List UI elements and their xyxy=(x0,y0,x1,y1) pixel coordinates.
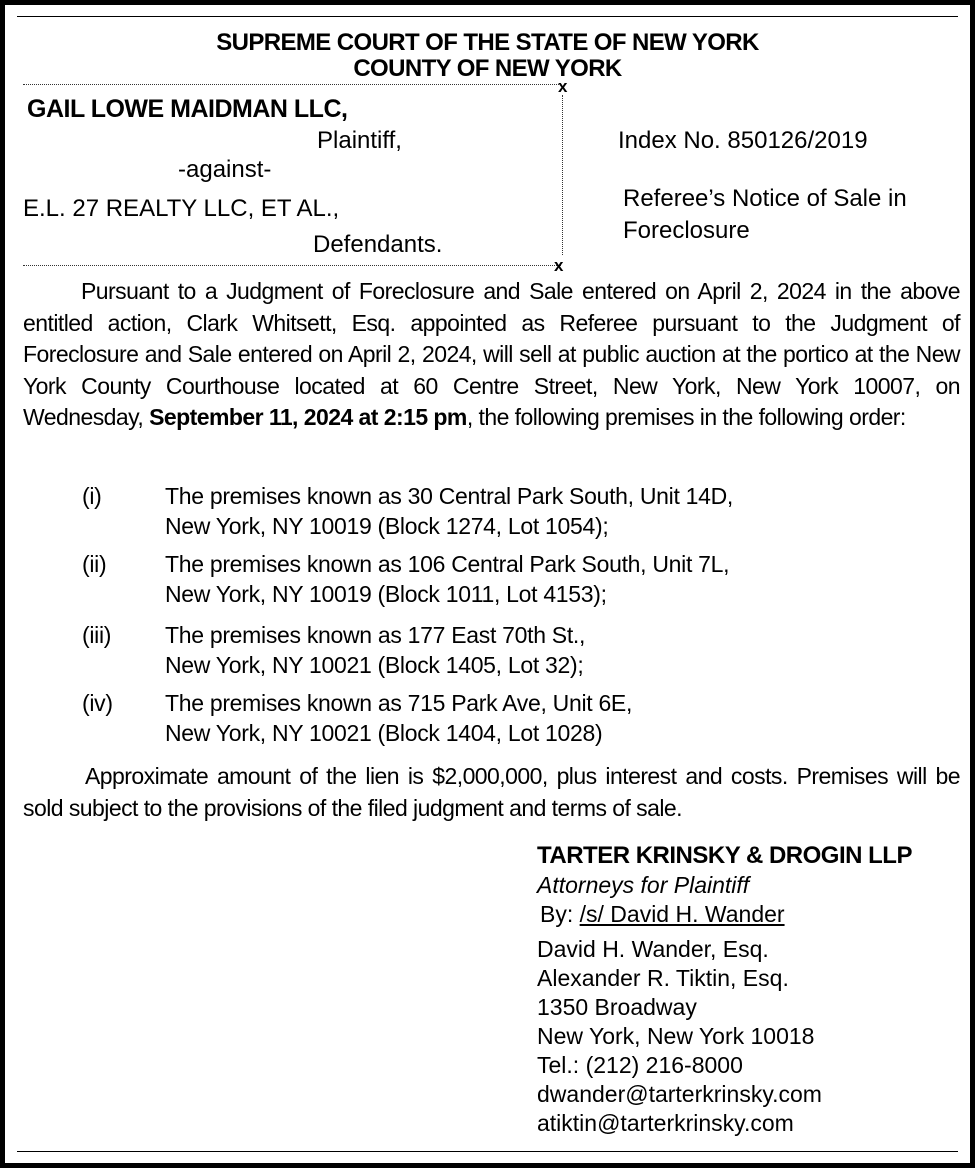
sale-paragraph-text: Pursuant to a Judgment of Foreclosure and Sale entered on April 2, 2024 in the above entitled action, Clark Whitsett, Esq. appointed as Referee pursuant to the Judgment of Foreclosure and Sale entered on April 2, 2024, will sell at public auction at the portico at the New York County Courthouse located at 60 Centre Street, New York, New York 10007, on Wednesday, xyxy=(23,278,960,430)
by-label: By: xyxy=(540,901,574,927)
premises-number: (ii) xyxy=(82,551,107,577)
defendant-role: Defendants. xyxy=(313,231,443,258)
attorney-name: Alexander R. Tiktin, Esq. xyxy=(537,965,789,991)
premises-number: (iii) xyxy=(82,622,112,648)
caption-x-mark-top: x xyxy=(558,77,568,96)
top-rule xyxy=(17,16,958,17)
firm-phone: Tel.: (212) 216-8000 xyxy=(537,1052,743,1078)
premises-address-line1: The premises known as 106 Central Park South, Unit 7L, xyxy=(165,551,730,577)
premises-address-line2: New York, NY 10019 (Block 1274, Lot 1054); xyxy=(165,513,609,539)
against-label: -against- xyxy=(178,156,272,183)
bottom-rule xyxy=(17,1151,958,1152)
caption-vertical-dotted-line xyxy=(562,95,563,255)
firm-city: New York, New York 10018 xyxy=(537,1023,815,1049)
caption-x-mark-bottom: x xyxy=(554,256,564,275)
premises-number: (i) xyxy=(82,483,102,509)
attorney-name: David H. Wander, Esq. xyxy=(537,936,769,962)
defendant-name: E.L. 27 REALTY LLC, ET AL., xyxy=(23,195,340,222)
caption-top-dotted-line xyxy=(23,84,561,85)
firm-street: 1350 Broadway xyxy=(537,994,697,1020)
premises-address-line2: New York, NY 10021 (Block 1404, Lot 1028) xyxy=(165,720,603,746)
premises-address-line2: New York, NY 10021 (Block 1405, Lot 32); xyxy=(165,652,584,678)
signature-line xyxy=(540,900,785,929)
premises-number: (iv) xyxy=(82,690,113,716)
sale-paragraph xyxy=(23,276,960,434)
notice-title-line2: Foreclosure xyxy=(623,217,750,244)
index-number: Index No. 850126/2019 xyxy=(618,127,868,154)
premises-address-line1: The premises known as 177 East 70th St., xyxy=(165,622,586,648)
attorney-email: atiktin@tarterkrinsky.com xyxy=(537,1110,794,1136)
caption-bottom-dotted-line xyxy=(23,265,561,266)
premises-address-line2: New York, NY 10019 (Block 1011, Lot 4153); xyxy=(165,581,607,607)
attorney-role: Attorneys for Plaintiff xyxy=(537,872,750,898)
plaintiff-name: GAIL LOWE MAIDMAN LLC, xyxy=(27,95,348,123)
court-county: COUNTY OF NEW YORK xyxy=(353,55,622,82)
notice-title-line1: Referee’s Notice of Sale in xyxy=(623,185,907,212)
premises-address-line1: The premises known as 30 Central Park South, Unit 14D, xyxy=(165,483,734,509)
lien-paragraph: Approximate amount of the lien is $2,000,000, plus interest and costs. Premises will be sold subject to the provisions of the filed judgment and terms of sale. xyxy=(23,763,960,821)
premises-address-line1: The premises known as 715 Park Ave, Unit 6E, xyxy=(165,690,633,716)
attorney-email: dwander@tarterkrinsky.com xyxy=(537,1081,822,1107)
court-name: SUPREME COURT OF THE STATE OF NEW YORK xyxy=(216,29,759,56)
signature: /s/ David H. Wander xyxy=(579,901,785,927)
sale-date: September 11, 2024 at 2:15 pm xyxy=(149,404,467,430)
law-firm-name: TARTER KRINSKY & DROGIN LLP xyxy=(537,842,912,869)
sale-paragraph-end: , the following premises in the following order: xyxy=(466,404,906,430)
plaintiff-role: Plaintiff, xyxy=(317,127,402,154)
